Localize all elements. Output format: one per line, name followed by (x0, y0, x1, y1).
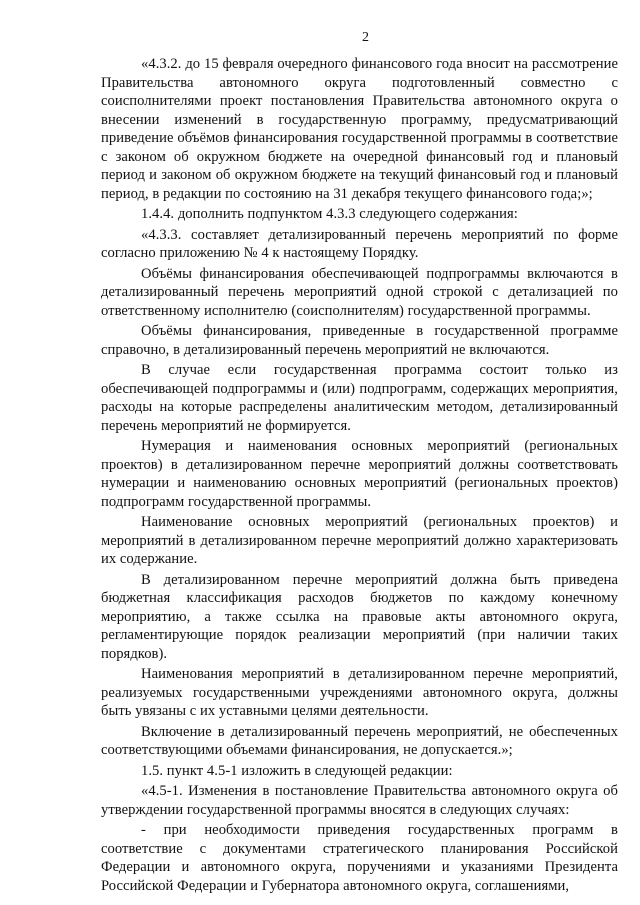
paragraph-1-4-4: 1.4.4. дополнить подпунктом 4.3.3 следующего содержания: (141, 206, 518, 222)
page-number: 2 (362, 30, 369, 45)
paragraph-numbering: Нумерация и наименования основных мероприятий (региональных проектов) в детализированном перечне мероприятий должны соответствовать нумерации и наименованию основных мероприятий (региональных проектов) подпрограмм государственной программы. (101, 438, 618, 510)
paragraph-4-5-1: «4.5-1. Изменения в постановление Правительства автономного округа об утверждении государственной программы вносятся в следующих случаях: (101, 783, 618, 818)
paragraph-inclusion: Включение в детализированный перечень мероприятий, не обеспеченных соответствующими объемами финансирования, не допускается.»; (101, 723, 618, 758)
paragraph-budget-classification: В детализированном перечне мероприятий должна быть приведена бюджетная классификация расходов бюджетов по каждому конечному мероприятию, а также ссылка на правовые акты автономного округа, регламентирующие порядок реализации мероприятий (при наличии таких порядков). (101, 571, 618, 662)
paragraph-4-3-2: «4.3.2. до 15 февраля очередного финансового года вносит на рассмотрение Правительства автономного округа подготовленный совместно с соисполнителями проект постановления Правительства автономного округа о внесении изменений в государственную программу, предусматривающий приведение объёмов финансирования государственной программы в соответствие с законом об окружном бюджете на очередной финансовый год и плановый период и законом об окружном бюджете на текущий финансовый год и плановый период, в редакции по состоянию на 31 декабря текущего финансового года;»; (101, 56, 618, 202)
paragraph-naming: Наименование основных мероприятий (региональных проектов) и мероприятий в детализированном перечне мероприятий должно характеризовать их содержание. (101, 514, 618, 567)
paragraph-financing-reference: Объёмы финансирования, приведенные в государственной программе справочно, в детализированный перечень мероприятий не включаются. (101, 323, 618, 358)
paragraph-financing-support: Объёмы финансирования обеспечивающей подпрограммы включаются в детализированный перечень мероприятий одной строкой с детализацией по ответственному исполнителю (соисполнителям) государственной программы. (101, 265, 618, 319)
paragraph-institutions: Наименования мероприятий в детализированном перечне мероприятий, реализуемых государственными учреждениями автономного округа, должны быть увязаны с их уставными целями деятельности. (101, 666, 618, 719)
paragraph-case-not-formed: В случае если государственная программа состоит только из обеспечивающей подпрограммы и (или) подпрограмм, содержащих мероприятия, расходы на которые распределены аналитическим методом, детализированный перечень мероприятий не формируется. (101, 362, 618, 434)
paragraph-4-3-3: «4.3.3. составляет детализированный перечень мероприятий по форме согласно приложению № 4 к настоящему Порядку. (101, 226, 618, 261)
paragraph-list-item: - при необходимости приведения государственных программ в соответствие с документами стратегического планирования Российской Федерации и автономного округа, поручениями и указаниями Президента Российской Федерации и Губернатора автономного округа, соглашениями, (101, 822, 618, 894)
paragraph-1-5: 1.5. пункт 4.5-1 изложить в следующей редакции: (141, 762, 453, 779)
